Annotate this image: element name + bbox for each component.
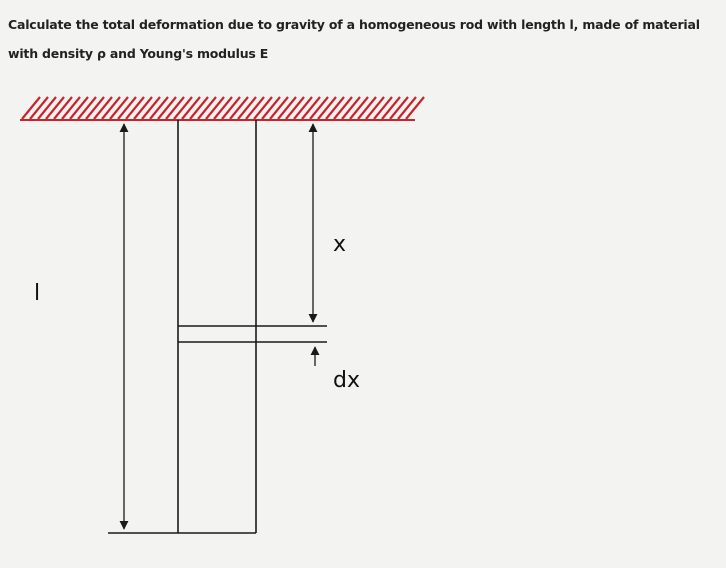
hatch-mark [198, 97, 216, 119]
hatch-mark [230, 97, 248, 119]
x-label: x [333, 232, 347, 257]
length-label: l [34, 281, 41, 306]
hatch-mark [342, 97, 360, 119]
hatch-mark [30, 97, 48, 119]
hatch-mark [214, 97, 232, 119]
hatch-mark [358, 97, 376, 119]
hatch-mark [166, 97, 184, 119]
hatch-mark [102, 97, 120, 119]
hatch-mark [390, 97, 408, 119]
hatch-mark [286, 97, 304, 119]
hatch-mark [158, 97, 176, 119]
hatch-mark [62, 97, 80, 119]
hatch-mark [78, 97, 96, 119]
hatch-mark [246, 97, 264, 119]
hatch-mark [302, 97, 320, 119]
hatch-mark [126, 97, 144, 119]
ceiling-hatching [22, 97, 424, 119]
hatch-mark [174, 97, 192, 119]
hatch-mark [366, 97, 384, 119]
hatch-mark [222, 97, 240, 119]
hatch-mark [294, 97, 312, 119]
hatch-mark [406, 97, 424, 119]
element-dx [178, 326, 327, 342]
hatch-mark [326, 97, 344, 119]
problem-line-2: with density ρ and Young's modulus E [8, 46, 269, 61]
hatch-mark [150, 97, 168, 119]
hatch-mark [182, 97, 200, 119]
problem-line-1: Calculate the total deformation due to gravity of a homogeneous rod with length l, made of material [8, 17, 700, 32]
hatch-mark [142, 97, 160, 119]
hatch-mark [38, 97, 56, 119]
hatch-mark [46, 97, 64, 119]
hatch-mark [334, 97, 352, 119]
hatch-mark [350, 97, 368, 119]
hatch-mark [270, 97, 288, 119]
hatch-mark [190, 97, 208, 119]
hatch-mark [238, 97, 256, 119]
hatch-mark [374, 97, 392, 119]
hatch-mark [70, 97, 88, 119]
hatch-mark [86, 97, 104, 119]
hatch-mark [262, 97, 280, 119]
hatch-mark [254, 97, 272, 119]
hatch-mark [134, 97, 152, 119]
ceiling-support [20, 97, 424, 120]
hatch-mark [118, 97, 136, 119]
hatch-mark [278, 97, 296, 119]
dx-label: dx [333, 368, 360, 393]
hatch-mark [110, 97, 128, 119]
hatch-mark [382, 97, 400, 119]
hatch-mark [94, 97, 112, 119]
hatch-mark [310, 97, 328, 119]
hatch-mark [22, 97, 40, 119]
hatch-mark [398, 97, 416, 119]
hatch-mark [318, 97, 336, 119]
hatch-mark [54, 97, 72, 119]
hatch-mark [206, 97, 224, 119]
